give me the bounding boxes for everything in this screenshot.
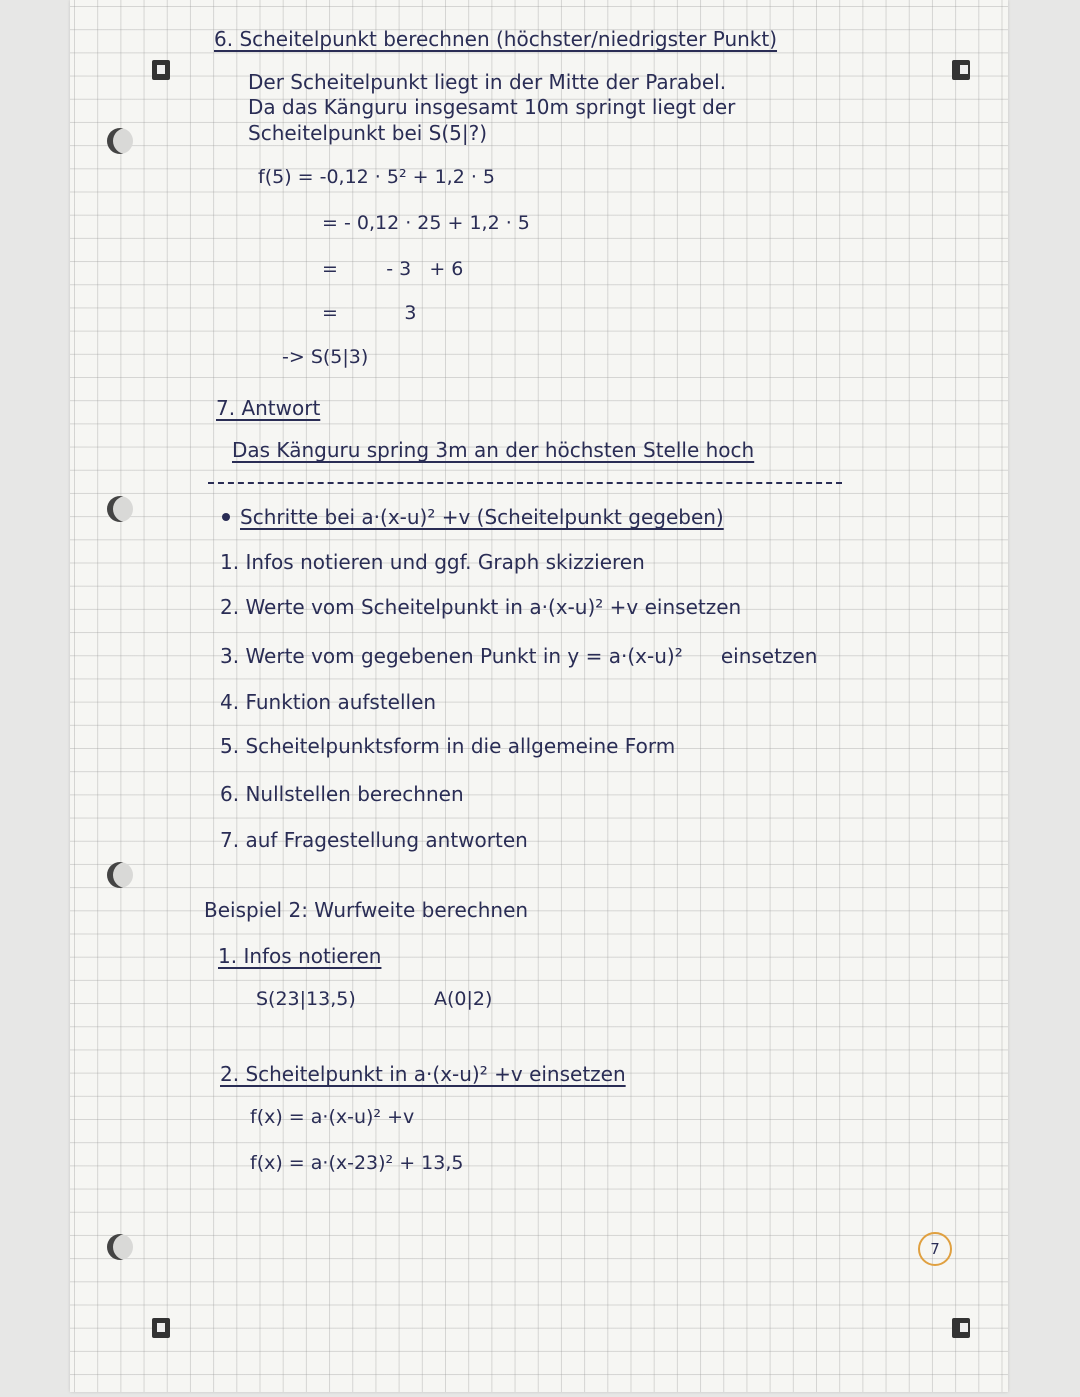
binder-hole-1 [107, 128, 133, 154]
corner-marker-top-left [152, 60, 170, 80]
corner-marker-bottom-left [152, 1318, 170, 1338]
steps-item-2: 2. Werte vom Scheitelpunkt in a·(x-u)² +v einsetzen [220, 595, 742, 619]
example2-title: Beispiel 2: Wurfweite berechnen [204, 898, 529, 922]
step6-result: -> S(5|3) [282, 346, 369, 368]
bullet-dot [222, 513, 230, 521]
steps-item-7: 7. auf Fragestellung antworten [220, 828, 528, 852]
notebook-page [70, 0, 1008, 1392]
binder-hole-2 [107, 496, 133, 522]
binder-hole-4 [107, 1234, 133, 1260]
steps-item-1: 1. Infos notieren und ggf. Graph skizzieren [220, 550, 645, 574]
steps-item-3: 3. Werte vom gegebenen Punkt in y = a·(x-u)² einsetzen [220, 644, 818, 668]
step6-calc2: = - 0,12 · 25 + 1,2 · 5 [322, 212, 530, 234]
step6-calc3: = - 3 + 6 [322, 258, 464, 280]
page-number: 7 [918, 1232, 952, 1266]
step6-heading: 6. Scheitelpunkt berechnen (höchster/niedrigster Punkt) [214, 27, 778, 51]
steps-title: Schritte bei a·(x-u)² +v (Scheitelpunkt gegeben) [240, 505, 724, 529]
example2-point-s: S(23|13,5) [256, 988, 356, 1010]
step6-calc1: f(5) = -0,12 · 5² + 1,2 · 5 [258, 166, 496, 188]
example2-point-a: A(0|2) [434, 988, 493, 1010]
step6-line2: Da das Känguru insgesamt 10m springt liegt der [248, 95, 736, 119]
steps-item-6: 6. Nullstellen berechnen [220, 782, 464, 806]
step7-answer: Das Känguru spring 3m an der höchsten Stelle hoch [232, 438, 755, 462]
example2-formula2: f(x) = a·(x-23)² + 13,5 [250, 1152, 464, 1174]
example2-step1: 1. Infos notieren [218, 944, 382, 968]
step6-line3: Scheitelpunkt bei S(5|?) [248, 121, 488, 145]
steps-item-5: 5. Scheitelpunktsform in die allgemeine Form [220, 734, 676, 758]
example2-formula1: f(x) = a·(x-u)² +v [250, 1106, 415, 1128]
step6-line1: Der Scheitelpunkt liegt in der Mitte der Parabel. [248, 70, 727, 94]
corner-marker-bottom-right [952, 1318, 970, 1338]
section-divider [208, 482, 842, 484]
steps-item-4: 4. Funktion aufstellen [220, 690, 437, 714]
step7-heading: 7. Antwort [216, 396, 321, 420]
corner-marker-top-right [952, 60, 970, 80]
step6-calc4: = 3 [322, 302, 417, 324]
example2-step2: 2. Scheitelpunkt in a·(x-u)² +v einsetzen [220, 1062, 626, 1086]
binder-hole-3 [107, 862, 133, 888]
